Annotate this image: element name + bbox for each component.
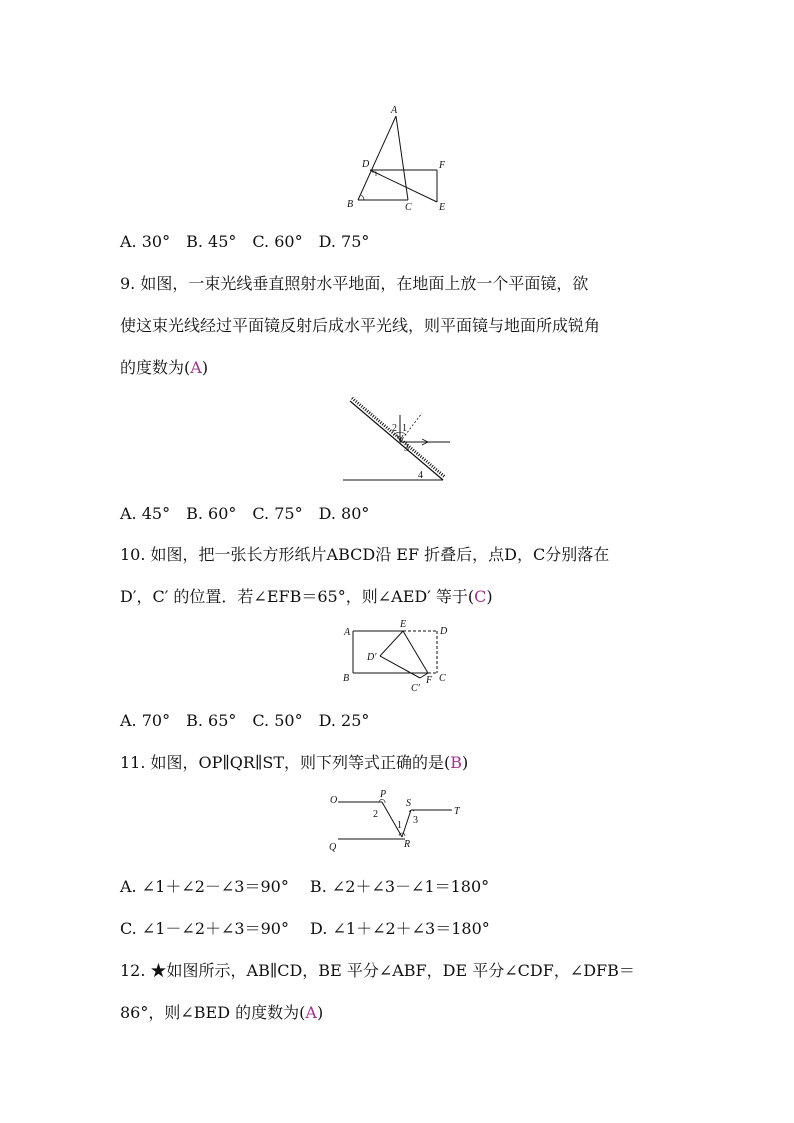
q10-stem-line1: 10. 如图，把一张长方形纸片ABCD沿 EF 折叠后，点D，C分别落在 [120,545,610,564]
q9-stem-line1: 9. 如图，一束光线垂直照射水平地面，在地面上放一个平面镜，欲 [120,274,589,293]
q11-label-s: S [406,798,411,809]
q9-angle-4: 4 [418,470,423,481]
q8-label-b: B [347,199,354,210]
q11-angle-3: 3 [413,815,418,826]
q10-label-d: D [440,626,448,637]
q10-label-cprime: C′ [411,683,420,694]
q8-triangle-figure [340,100,460,215]
q10-fold-figure [340,618,460,698]
q12-answer: A [305,1003,317,1022]
q10-label-a: A [344,627,351,638]
q9-angle-1: 1 [402,423,407,434]
q9-stem-line3: 的度数为(A) [120,358,209,377]
q9-angle-3: 3 [404,443,409,454]
q11-angle-1: 1 [397,820,402,831]
q11-parallel-lines-figure [325,790,470,855]
q11-label-r: R [404,839,411,850]
q11-label-t: T [454,806,460,817]
q11-stem-line1: 11. 如图，OP∥QR∥ST，则下列等式正确的是(B) [120,753,469,772]
q8-label-e: E [439,202,446,213]
q10-label-e: E [400,619,407,630]
q12-stem-line2: 86°，则∠BED 的度数为(A) [120,1003,324,1022]
q8-label-f: F [439,160,446,171]
q9-mirror-figure [340,395,460,485]
q12-stem-line1: 12. ★如图所示，AB∥CD，BE 平分∠ABF，DE 平分∠CDF，∠DFB＝ [120,961,635,980]
q10-label-b: B [343,673,350,684]
q11-label-q: Q [329,842,337,853]
q11-label-o: O [330,795,338,806]
q10-answer: C [474,587,487,606]
q9-angle-2: 2 [392,423,397,434]
q11-options-ab: A. ∠1＋∠2－∠3＝90° B. ∠2＋∠3－∠1＝180° [120,877,490,896]
q10-options: A. 70° B. 65° C. 50° D. 25° [120,711,370,730]
q8-label-a: A [391,105,398,116]
q11-angle-2: 2 [373,809,378,820]
q11-answer: B [450,753,463,772]
q10-label-f: F [426,675,433,686]
q8-label-c: C [405,202,412,213]
q9-options: A. 45° B. 60° C. 75° D. 80° [120,504,370,523]
q11-label-p: P [380,789,387,800]
q8-label-d: D [362,159,370,170]
q11-options-cd: C. ∠1－∠2＋∠3＝90° D. ∠1＋∠2＋∠3＝180° [120,919,490,938]
q10-stem-line2: D′，C′ 的位置．若∠EFB＝65°，则∠AED′ 等于(C) [120,587,493,606]
q9-answer: A [190,358,202,377]
q8-options: A. 30° B. 45° C. 60° D. 75° [120,232,370,251]
q10-label-dprime: D′ [367,652,377,663]
q10-label-c: C [439,673,446,684]
q9-stem-line2: 使这束光线经过平面镜反射后成水平光线，则平面镜与地面所成锐角 [120,316,601,335]
